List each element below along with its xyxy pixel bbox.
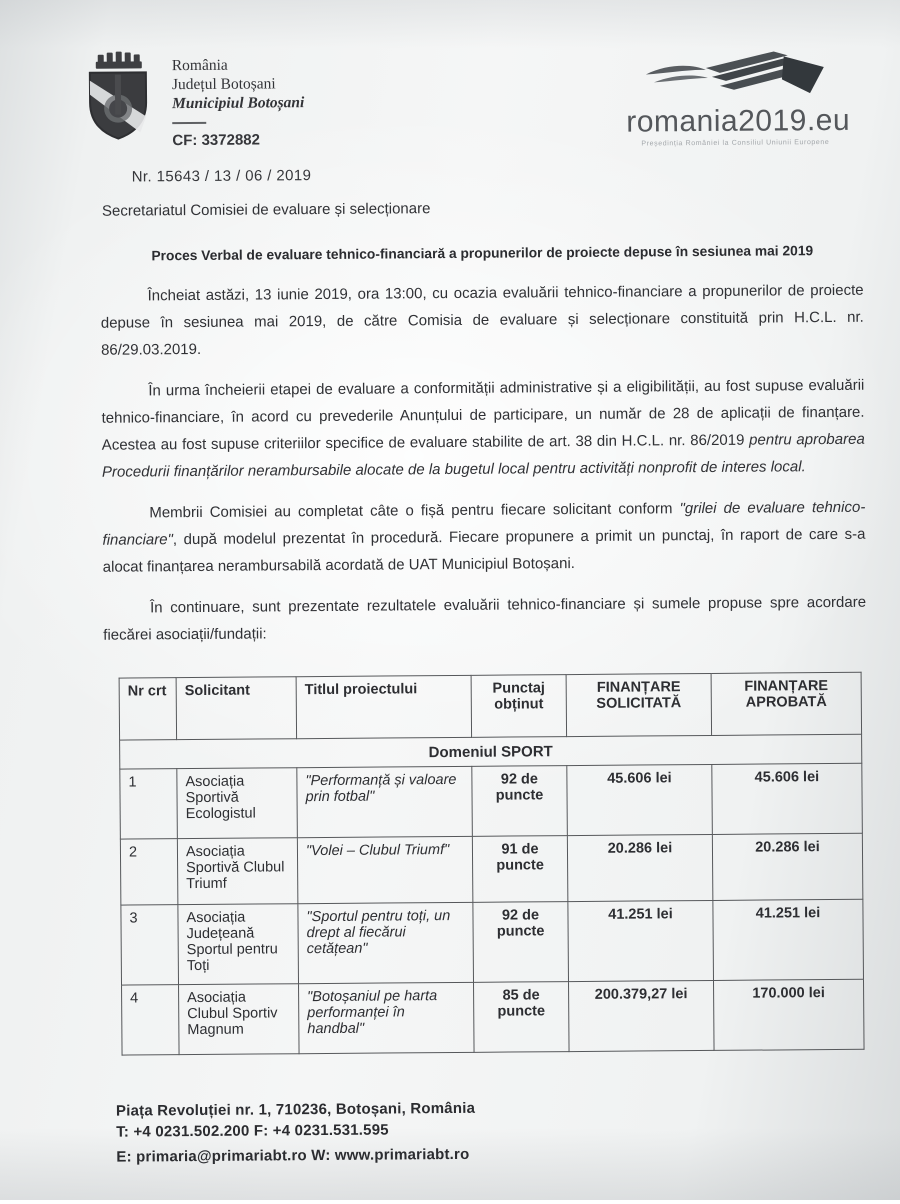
country-label: România <box>172 55 304 75</box>
cell-nr: 4 <box>122 985 180 1055</box>
cell-punctaj: 91 de puncte <box>472 836 568 903</box>
section-domeniul-sport: Domeniul SPORT <box>120 734 862 769</box>
cell-titlu: "Sportul pentru toți, un drept al fiecărui cetățean" <box>298 902 474 983</box>
cell-finantare-aprobata: 45.606 lei <box>712 763 863 834</box>
cell-finantare-aprobata: 41.251 lei <box>713 899 864 980</box>
footer-phone-fax: T: +4 0231.502.200 F: +4 0231.531.595 <box>116 1117 676 1142</box>
registration-number: Nr. 15643 / 13 / 06 / 2019 <box>132 167 312 185</box>
cell-punctaj: 92 de puncte <box>473 902 569 983</box>
cell-nr: 3 <box>121 905 179 985</box>
table-row <box>120 833 862 905</box>
footer-address: Piața Revoluției nr. 1, 710236, Botoșani, România <box>116 1096 676 1121</box>
document-title: Proces Verbal de evaluare tehnico-financiară a propunerilor de proiecte depuse în sesiunea mai 2019 <box>97 243 867 264</box>
table-header-row <box>119 672 861 740</box>
cell-punctaj: 85 de puncte <box>474 982 570 1053</box>
cell-solicitant: Asociația Sportivă Ecologistul <box>177 768 298 839</box>
cell-punctaj: 92 de puncte <box>472 766 568 837</box>
cell-finantare-solicitata: 20.286 lei <box>567 834 713 901</box>
table-row <box>122 979 865 1055</box>
header-nr-crt: Nr crt <box>119 678 176 740</box>
cell-finantare-solicitata: 45.606 lei <box>567 764 713 835</box>
paragraph-3-text-cont: , după modelul prezentat în procedură. Fiecare propunere a primit un punctaj, în raport de care s-a alocat finanțarea nerambursabilă acordată de UAT Municipiul Botoșani. <box>103 526 866 576</box>
eu-presidency-swoosh-icon <box>632 47 838 107</box>
paragraph-2-text: În urma încheierii etapei de evaluare a conformității administrative și a eligibilității, au fost supuse evaluării tehnico-financiare, în acord cu prevederile Anunțului de participare, un număr de 28 de aplicații de finanțare. Acestea au fost supuse criteriilor specifice de evaluare stabilite de art. 38 din H.C.L. nr. 86/2019 <box>101 377 864 454</box>
cell-finantare-solicitata: 41.251 lei <box>568 900 714 981</box>
cell-titlu: "Performanță și valoare prin fotbal" <box>297 766 473 837</box>
footer-contact-block <box>116 1096 677 1167</box>
divider-dash <box>172 122 206 124</box>
cell-titlu: "Volei – Clubul Triumf" <box>297 836 473 903</box>
header-finantare-solicitata: FINANȚARE SOLICITATĂ <box>566 673 711 736</box>
cell-finantare-aprobata: 20.286 lei <box>712 833 863 900</box>
paragraph-2-italic-text: pentru aprobarea Procedurii finanțărilor nerambursabile alocate de la bugetul local pentru activități nonprofit de interes local. <box>102 431 865 481</box>
cell-solicitant: Asociația Județeană Sportul pentru Toți <box>178 904 299 985</box>
cell-titlu: "Botoșaniul pe harta performanței în handbal" <box>299 982 475 1053</box>
cell-nr: 2 <box>120 839 178 905</box>
fiscal-code-label: CF: 3372882 <box>172 130 304 150</box>
footer-email-web: E: primaria@primariabt.ro W: www.primariabt.ro <box>116 1142 676 1167</box>
cell-solicitant: Asociația Sportivă Clubul Triumf <box>177 838 298 905</box>
header-finantare-aprobata: FINANȚARE APROBATĂ <box>711 672 861 735</box>
paragraph-4-text: În continuare, sunt prezentate rezultatele evaluării tehnico-financiare și sumele propuse spre acordare fiecărei asociații/fundații: <box>103 594 866 644</box>
paragraph-1 <box>100 277 864 364</box>
issuing-authority-block <box>172 55 305 150</box>
cell-nr: 1 <box>120 769 178 839</box>
cell-solicitant: Asociația Clubul Sportiv Magnum <box>179 984 300 1055</box>
paragraph-1-text: Încheiat astăzi, 13 iunie 2019, ora 13:00, cu ocazia evaluării tehnico-financiare a propunerilor de proiecte depuse în sesiunea mai 2019, de către Comisia de evaluare și selecționare constituită prin H.C.L. nr. 86/29.03.2019. <box>101 282 864 359</box>
paragraph-3-italic-text: "grilei de evaluare tehnico-financiare" <box>102 499 865 549</box>
secretariat-line: Secretariatul Comisiei de evaluare și selecționare <box>102 200 431 220</box>
evaluation-results-table <box>119 672 865 1056</box>
header-titlul-proiectului: Titlul proiectului <box>296 675 471 738</box>
table-row <box>120 763 863 839</box>
paragraph-3 <box>102 494 866 581</box>
eu-presidency-logo-tagline: Președinția României la Consiliul Uniunii Europene <box>626 139 844 148</box>
cell-finantare-solicitata: 200.379,27 lei <box>569 980 715 1051</box>
paragraph-4 <box>103 589 866 649</box>
paragraph-3-text: Membrii Comisiei au completat câte o fișă pentru fiecare solicitant conform <box>149 500 679 521</box>
header-solicitant: Solicitant <box>176 677 296 740</box>
cell-finantare-aprobata: 170.000 lei <box>713 979 864 1050</box>
document-body <box>100 277 866 663</box>
table-row <box>121 899 864 985</box>
eu-presidency-logo-text: romania2019.eu <box>626 104 844 140</box>
county-label: Județul Botoșani <box>172 74 304 94</box>
municipality-label: Municipiul Botoșani <box>172 93 304 113</box>
eu-presidency-logo <box>626 47 845 148</box>
paragraph-2 <box>101 372 865 486</box>
header-punctaj: Punctaj obținut <box>471 675 566 738</box>
coat-of-arms-icon <box>82 50 155 148</box>
